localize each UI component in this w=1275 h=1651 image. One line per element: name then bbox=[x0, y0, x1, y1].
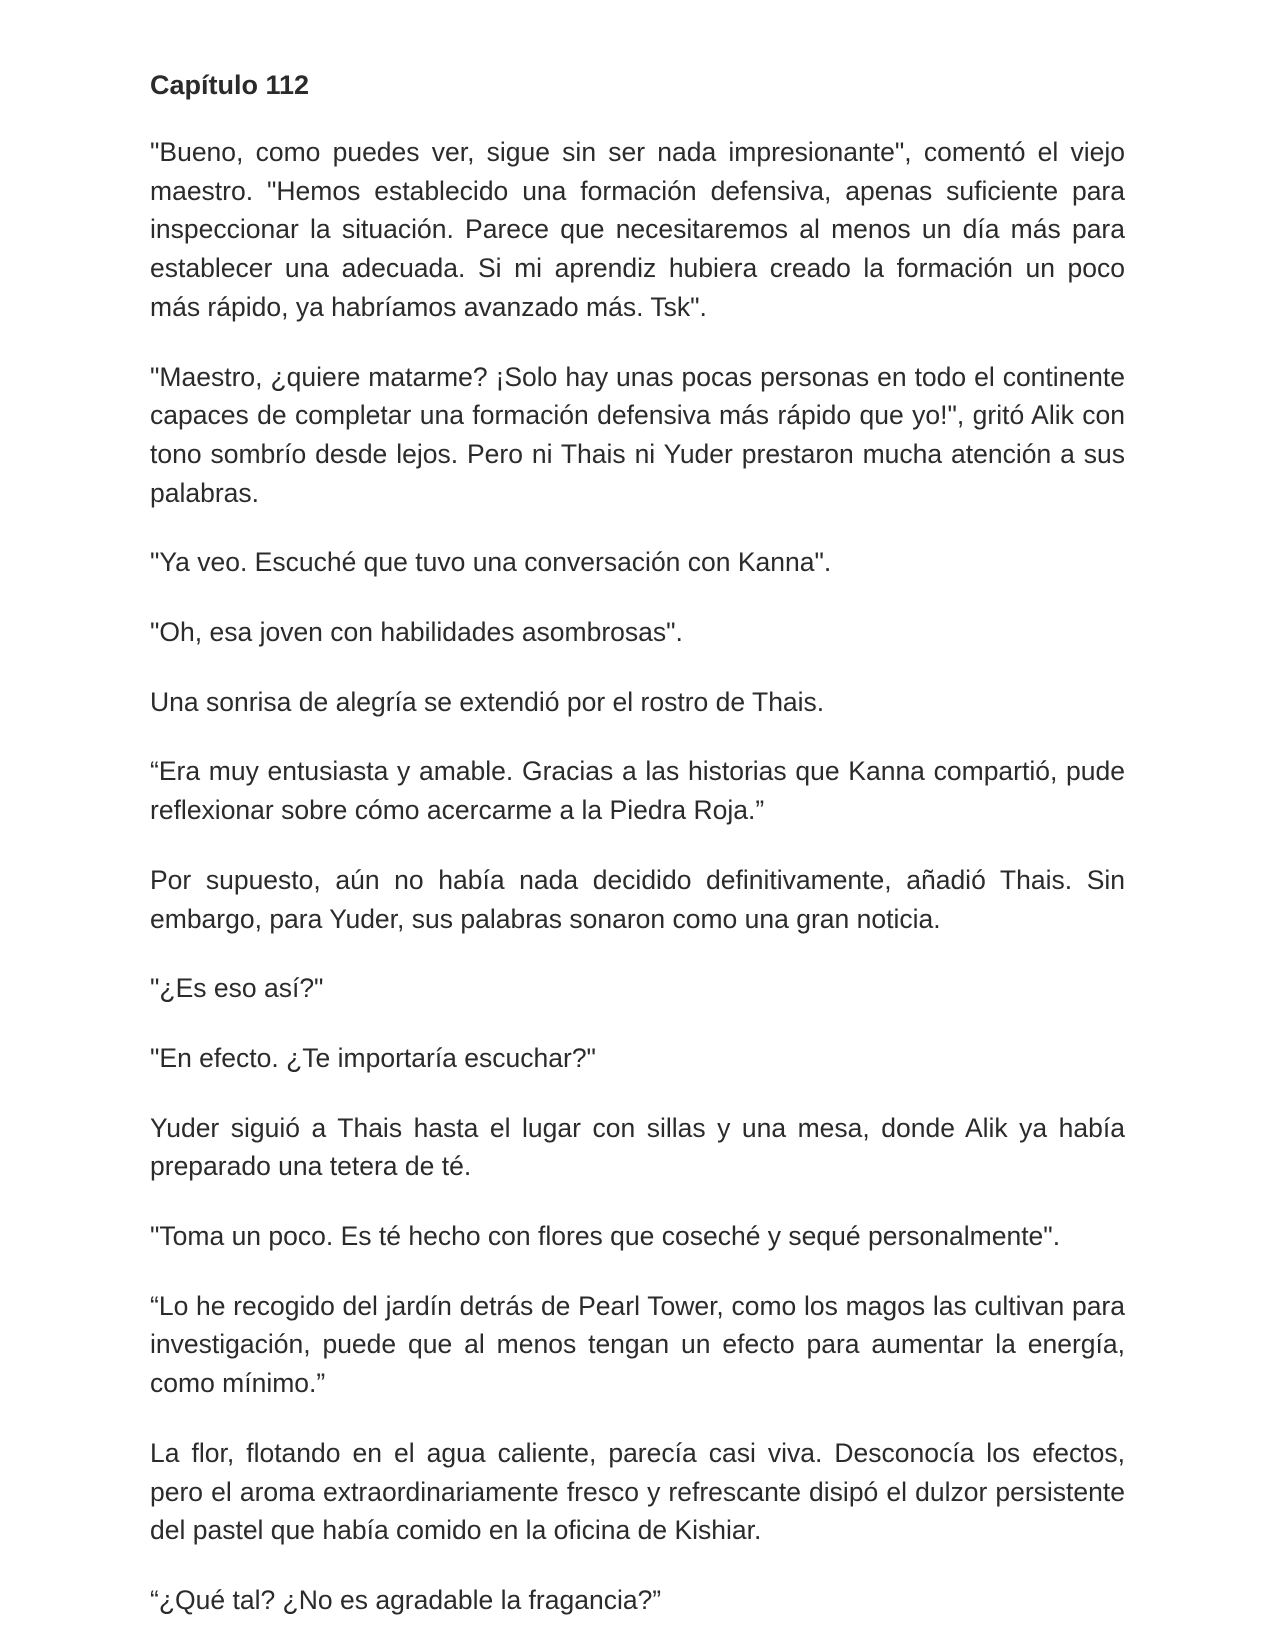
document-page bbox=[150, 66, 1125, 1651]
paragraph-11: "Toma un poco. Es té hecho con flores que coseché y sequé personalmente". bbox=[150, 1221, 1061, 1252]
paragraph-2: "Maestro, ¿quiere matarme? ¡Solo hay unas pocas personas en todo el continente capaces de completar una formación defensiva más rápido que yo!", gritó Alik con tono sombrío desde lejos. Pero ni Thais ni Yuder prestaron mucha atención a sus palabras. bbox=[150, 361, 1125, 508]
paragraph-5: Una sonrisa de alegría se extendió por el rostro de Thais. bbox=[150, 686, 825, 717]
paragraph-6: “Era muy entusiasta y amable. Gracias a las historias que Kanna compartió, pude reflexionar sobre cómo acercarme a la Piedra Roja.” bbox=[150, 756, 1125, 826]
paragraph-10: Yuder siguió a Thais hasta el lugar con sillas y una mesa, donde Alik ya había preparado una tetera de té. bbox=[150, 1112, 1125, 1182]
paragraph-14: “¿Qué tal? ¿No es agradable la fragancia?” bbox=[150, 1584, 662, 1615]
paragraph-7: Por supuesto, aún no había nada decidido definitivamente, añadió Thais. Sin embargo, para Yuder, sus palabras sonaron como una gran noticia. bbox=[150, 864, 1125, 934]
chapter-title: Capítulo 112 bbox=[150, 70, 310, 100]
paragraph-1: "Bueno, como puedes ver, sigue sin ser nada impresionante", comentó el viejo maestro. "Hemos establecido una formación defensiva, apenas suficiente para inspeccionar la situación. Parece que necesitaremos al menos un día más para establecer una adecuada. Si mi aprendiz hubiera creado la formación un poco más rápido, ya habríamos avanzado más. Tsk". bbox=[150, 137, 1125, 322]
paragraph-8: "¿Es eso así?" bbox=[150, 973, 324, 1004]
paragraph-12: “Lo he recogido del jardín detrás de Pearl Tower, como los magos las cultivan para investigación, puede que al menos tengan un efecto para aumentar la energía, como mínimo.” bbox=[150, 1290, 1125, 1399]
paragraph-13: La flor, flotando en el agua caliente, parecía casi viva. Desconocía los efectos, pero el aroma extraordinariamente fresco y refrescante disipó el dulzor persistente del pastel que había comido en la oficina de Kishiar. bbox=[150, 1437, 1125, 1546]
paragraph-9: "En efecto. ¿Te importaría escuchar?" bbox=[150, 1042, 596, 1073]
paragraph-3: "Ya veo. Escuché que tuvo una conversación con Kanna". bbox=[150, 547, 832, 578]
paragraph-4: "Oh, esa joven con habilidades asombrosas". bbox=[150, 617, 683, 648]
